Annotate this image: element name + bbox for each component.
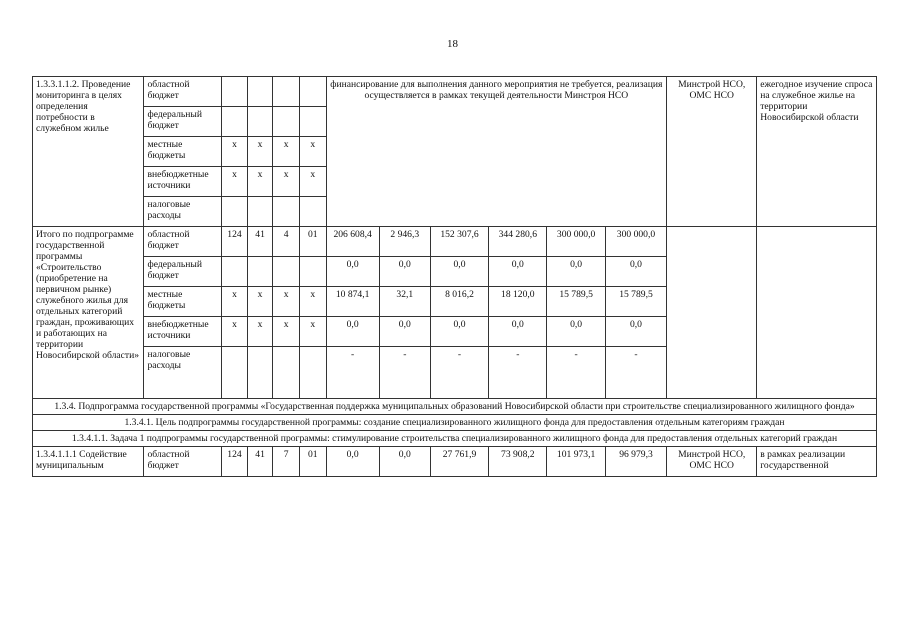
value-cell: 344 280,6: [489, 227, 547, 257]
value-cell: -: [379, 347, 430, 399]
code-cell: 7: [273, 447, 300, 477]
funding-source: налоговые расходы: [144, 347, 222, 399]
value-cell: 0,0: [326, 257, 379, 287]
table-row: [33, 415, 877, 431]
executor: Минстрой НСО, ОМС НСО: [667, 77, 757, 227]
table-row: [33, 431, 877, 447]
value-cell: 2 946,3: [379, 227, 430, 257]
activity-name: Итого по подпрограмме государственной программы «Строительство (приобретение на первичном рынке) служебного жилья для отдельных категорий граждан, проживающих и работающих на территории Новосибирской области»: [33, 227, 144, 399]
value-cell: 300 000,0: [605, 227, 666, 257]
value-cell: 18 120,0: [489, 287, 547, 317]
table-row: [33, 399, 877, 415]
funding-source: внебюджетные источники: [144, 167, 222, 197]
value-cell: 0,0: [489, 317, 547, 347]
value-cell: 206 608,4: [326, 227, 379, 257]
value-cell: 15 789,5: [547, 287, 605, 317]
funding-source: областной бюджет: [144, 77, 222, 107]
code-cell: x: [247, 317, 273, 347]
code-cell: x: [299, 317, 326, 347]
value-cell: 8 016,2: [430, 287, 488, 317]
code-cell: 01: [299, 227, 326, 257]
code-cell: x: [299, 137, 326, 167]
value-cell: 0,0: [379, 317, 430, 347]
funding-source: внебюджетные источники: [144, 317, 222, 347]
value-cell: -: [489, 347, 547, 399]
value-cell: 101 973,1: [547, 447, 605, 477]
code-cell: 01: [299, 447, 326, 477]
value-cell: 73 908,2: [489, 447, 547, 477]
funding-source: федеральный бюджет: [144, 257, 222, 287]
code-cell: x: [273, 317, 300, 347]
table-row: [33, 77, 877, 107]
value-cell: 0,0: [605, 257, 666, 287]
code-cell: 41: [247, 447, 273, 477]
code-cell: x: [247, 137, 273, 167]
value-cell: 0,0: [605, 317, 666, 347]
value-cell: 152 307,6: [430, 227, 488, 257]
code-cell: x: [273, 287, 300, 317]
subprogram-heading: 1.3.4. Подпрограмма государственной программы «Государственная поддержка муниципальных образований Новосибирской области при строительстве специализированного жилищного фонда»: [33, 399, 877, 415]
executor: [667, 227, 757, 399]
value-cell: 0,0: [547, 317, 605, 347]
value-cell: 0,0: [430, 257, 488, 287]
value-cell: 0,0: [326, 317, 379, 347]
code-cell: 4: [273, 227, 300, 257]
code-cell: 124: [222, 227, 248, 257]
value-cell: 27 761,9: [430, 447, 488, 477]
value-cell: 10 874,1: [326, 287, 379, 317]
task-heading: 1.3.4.1.1. Задача 1 подпрограммы государственной программы: стимулирование строительства специализированного жилищного фонда для предоставления отдельных категорий граждан: [33, 431, 877, 447]
code-cell: x: [273, 167, 300, 197]
code-cell: x: [222, 317, 248, 347]
goal-heading: 1.3.4.1. Цель подпрограммы государственной программы: создание специализированного жилищного фонда для предоставления отдельным категориям граждан: [33, 415, 877, 431]
code-cell: x: [247, 287, 273, 317]
funding-source: местные бюджеты: [144, 137, 222, 167]
value-cell: -: [605, 347, 666, 399]
executor: Минстрой НСО, ОМС НСО: [667, 447, 757, 477]
expected-result: [757, 227, 877, 399]
value-cell: 15 789,5: [605, 287, 666, 317]
funding-source: областной бюджет: [144, 227, 222, 257]
activity-name: 1.3.4.1.1.1 Содействие муниципальным: [33, 447, 144, 477]
code-cell: x: [222, 167, 248, 197]
value-cell: 32,1: [379, 287, 430, 317]
table-row: [33, 447, 877, 477]
code-cell: x: [299, 287, 326, 317]
expected-result: ежегодное изучение спроса на служебное жилье на территории Новосибирской области: [757, 77, 877, 227]
value-cell: -: [326, 347, 379, 399]
value-cell: -: [430, 347, 488, 399]
value-cell: 300 000,0: [547, 227, 605, 257]
value-cell: 0,0: [326, 447, 379, 477]
code-cell: x: [222, 287, 248, 317]
code-cell: x: [273, 137, 300, 167]
code-cell: 124: [222, 447, 248, 477]
code-cell: x: [247, 167, 273, 197]
value-cell: 0,0: [489, 257, 547, 287]
funding-source: областной бюджет: [144, 447, 222, 477]
funding-note: финансирование для выполнения данного мероприятия не требуется, реализация осуществляется в рамках текущей деятельности Минстроя НСО: [326, 77, 667, 227]
funding-source: федеральный бюджет: [144, 107, 222, 137]
value-cell: 96 979,3: [605, 447, 666, 477]
funding-source: местные бюджеты: [144, 287, 222, 317]
value-cell: 0,0: [379, 257, 430, 287]
value-cell: -: [547, 347, 605, 399]
activity-name: 1.3.3.1.1.2. Проведение мониторинга в целях определения потребности в служебном жилье: [33, 77, 144, 227]
table-row: [33, 227, 877, 257]
code-cell: x: [222, 137, 248, 167]
value-cell: 0,0: [430, 317, 488, 347]
funding-source: налоговые расходы: [144, 197, 222, 227]
code-cell: 41: [247, 227, 273, 257]
page-number: 18: [447, 38, 458, 50]
value-cell: 0,0: [379, 447, 430, 477]
code-cell: x: [299, 167, 326, 197]
expected-result: в рамках реализации государственной: [757, 447, 877, 477]
program-table: [32, 76, 877, 477]
value-cell: 0,0: [547, 257, 605, 287]
